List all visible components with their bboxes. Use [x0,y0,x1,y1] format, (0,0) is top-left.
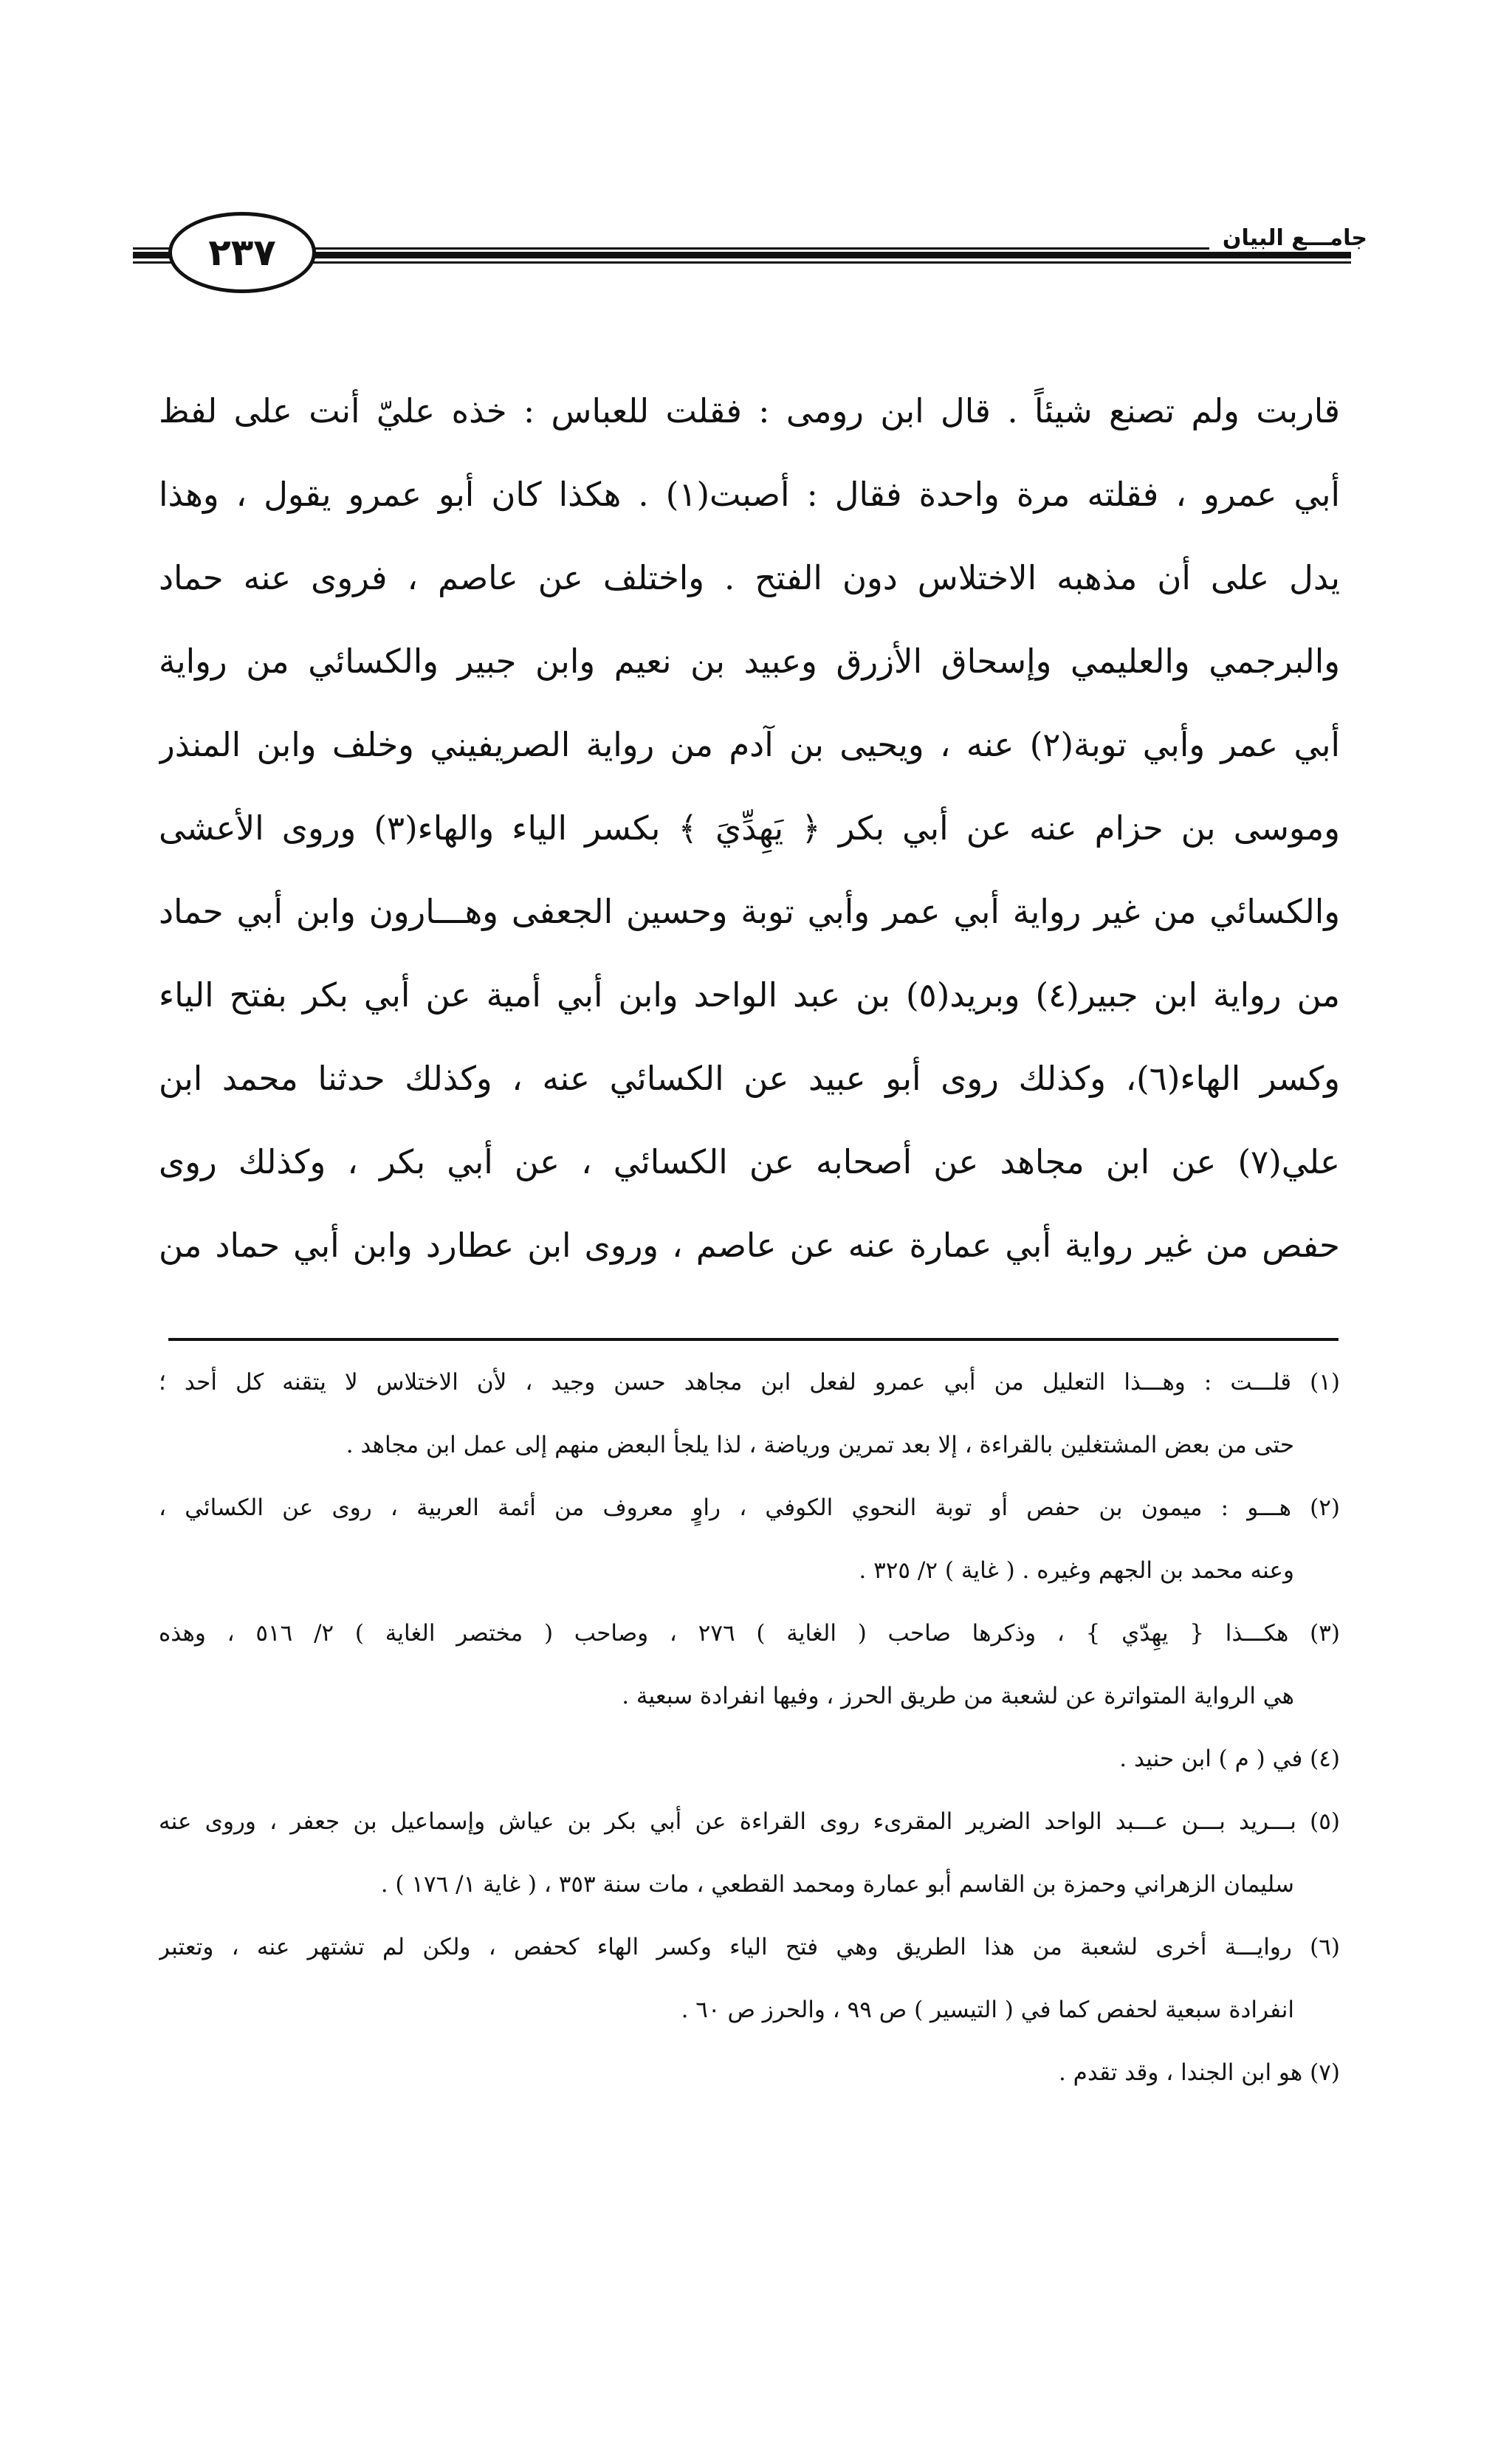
footnote-line: (٥) بـــريد بـــن عـــبد الواحد الضرير المقرىء روى القراءة عن أبي بكر بن عياش وإسماعيل بن جعفر ، وروى عنه [159,1808,1340,1835]
body-line: من رواية ابن جبير(٤) وبريد(٥) بن عبد الواحد وابن أبي أمية عن أبي بكر بفتح الياء [159,975,1340,1015]
running-title: جامـــع البيان [1209,225,1373,251]
main-text [159,369,1340,1287]
body-line: والكسائي من غير رواية أبي عمر وأبي توبة وحسين الجعفى وهـــارون وابن أبي حماد [159,892,1340,931]
page-number: ٢٣٧ [168,212,316,293]
body-line: وكسر الهاء(٦)، وكذلك روى أبو عبيد عن الكسائي عنه ، وكذلك حدثنا محمد ابن [159,1059,1340,1098]
header-rule-lower [133,261,1351,264]
page-header [133,210,1367,292]
body-line: علي(٧) عن ابن مجاهد عن أصحابه عن الكسائي ، عن أبي بكر ، وكذلك روى [159,1142,1340,1181]
footnote-line: (٤) في ( م ) ابن حنيد . [1119,1746,1340,1772]
footnotes [159,1351,1340,2104]
body-line: حفص من غير رواية أبي عمارة عنه عن عاصم ، وروى ابن عطارد وابن أبي حماد من [159,1226,1340,1265]
body-line: والبرجمي والعليمي وإسحاق الأزرق وعبيد بن نعيم وابن جبير والكسائي من رواية [159,642,1340,681]
footnote-line: (٦) روايـــة أخرى لشعبة من هذا الطريق وهي فتح الياء وكسر الهاء كحفص ، ولكن لم تشتهر عنه ، وتعتبر [159,1934,1340,1960]
footnote-line: (٣) هكـــذا { يهِدّي } ، وذكرها صاحب ( الغاية ) ٢٧٦ ، وصاحب ( مختصر الغاية ) ٢/ ٥١٦ ، وهذه [159,1620,1340,1647]
body-line: يدل على أن مذهبه الاختلاس دون الفتح . واختلف عن عاصم ، فروى عنه حماد [159,558,1340,597]
footnote-line: (٢) هـــو : ميمون بن حفص أو توبة النحوي الكوفي ، راوٍ معروف من أئمة العربية ، روى عن الكسائي ، [159,1494,1340,1521]
body-line: أبي عمرو ، فقلته مرة واحدة فقال : أصبت(١) . هكذا كان أبو عمرو يقول ، وهذا [159,475,1340,514]
body-line: قاربت ولم تصنع شيئاً . قال ابن رومى : فقلت للعباس : خذه عليّ أنت على لفظ [159,391,1340,430]
body-line: أبي عمر وأبي توبة(٢) عنه ، ويحيى بن آدم من رواية الصريفيني وخلف وابن المنذر [159,725,1340,764]
footnote-line: حتى من بعض المشتغلين بالقراءة ، إلا بعد تمرين ورياضة ، لذا يلجأ البعض منهم إلى عمل ابن مجاهد . [346,1432,1294,1458]
footnote-line: (٧) هو ابن الجندا ، وقد تقدم . [1058,2059,1340,2086]
footnote-line: (١) قلـــت : وهـــذا التعليل من أبي عمرو لفعل ابن مجاهد حسن وجيد ، لأن الاختلاس لا يتقنه كل أحد ؛ [159,1369,1340,1396]
footnote-line: انفرادة سبعية لحفص كما في ( التيسير ) ص ٩٩ ، والحرز ص ٦٠ . [681,1997,1294,2023]
body-line: وموسى بن حزام عنه عن أبي بكر ﴿ يَهِدِّيَ ﴾ بكسر الياء والهاء(٣) وروى الأعشى [159,809,1340,848]
footnote-line: سليمان الزهراني وحمزة بن القاسم أبو عمارة ومحمد القطعي ، مات سنة ٣٥٣ ، ( غاية ١/ ١٧٦ ) . [380,1871,1294,1898]
footnote-line: وعنه محمد بن الجهم وغيره . ( غاية ) ٢/ ٣٢٥ . [859,1557,1294,1584]
footnote-separator [168,1338,1339,1341]
footnote-line: هي الرواية المتواترة عن لشعبة من طريق الحرز ، وفيها انفرادة سبعية . [622,1683,1294,1709]
